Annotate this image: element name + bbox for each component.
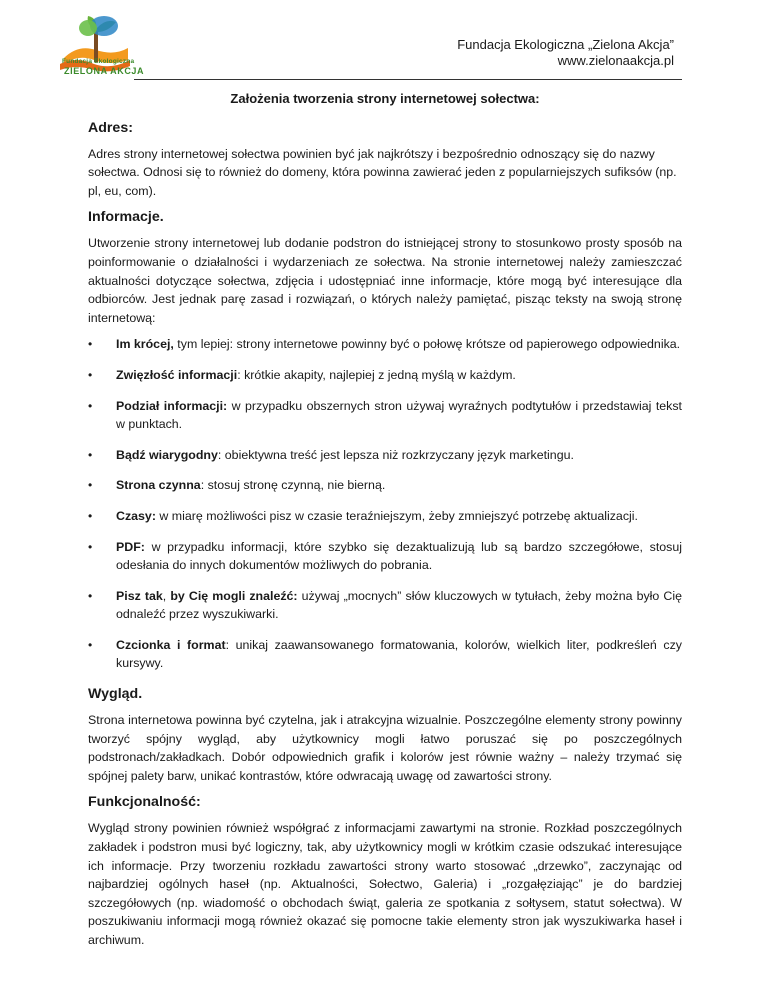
section-paragraph-adres: Adres strony internetowej sołectwa powinien być jak najkrótszy i bezpośrednio odnoszący się do nazwy sołectwa. Odnosi się to również do domeny, która powinna zawierać jeden z popularniejszych sufiksów (np. pl, eu, com). [88, 146, 677, 198]
list-item: • Strona czynna: stosuj stronę czynną, nie bierną. [88, 476, 682, 495]
header-contact [457, 37, 674, 69]
section-paragraph-informacje: Utworzenie strony internetowej lub dodanie podstron do istniejącej strony to stosunkowo prosty sposób na poinformowanie o działalności i wydarzeniach ze sołectwa. Na stronie internetowej należy zamieszczać aktualności dotyczące sołectwa, zdjęcia i udostępniać inne informacje, które mogą być interesujące dla odbiorców. Jest jednak parę zasad i rozwiązań, o których należy pamiętać, pisząc teksty na swoją stronę internetową: [88, 236, 682, 325]
organization-name: Fundacja Ekologiczna „Zielona Akcja” [457, 37, 674, 52]
logo-caption-line1: Fundacja Ekologiczna [62, 58, 135, 65]
bullet-icon: • [88, 539, 93, 554]
list-item: • Czasy: w miarę możliwości pisz w czasie teraźniejszym, żeby zmniejszyć potrzebę aktualizacji. [88, 507, 682, 526]
list-item: • Zwięzłość informacji: krótkie akapity, najlepiej z jedną myślą w każdym. [88, 366, 682, 385]
section-heading-wyglad: Wygląd. [88, 686, 143, 703]
bullet-icon: • [88, 447, 93, 462]
section-heading-adres: Adres: [88, 119, 133, 136]
section-paragraph-funkcjonalnosc: Wygląd strony powinien również współgrać z informacjami zawartymi na stronie. Rozkład poszczególnych zakładek i podstron musi być logiczny, tak, aby użytkownicy mogli w krótkim czasie odszukać interesujące ich informacje. Przy tworzeniu rozkładu zawartości strony warto stosować „drzewko”, zaczynając od najbardziej ogólnych haseł (np. Aktualności, Sołectwo, Galeria) i „rozgałęziając” je do bardziej szczegółowych (np. wiadomość o obchodach świąt, galeria ze spotkania z sołtysem, statut sołectwa). W poszukiwaniu informacji mogą również okazać się pomocne takie elementy stron jak wyszukiwarka haseł i archiwum. [88, 821, 682, 947]
bullet-icon: • [88, 508, 93, 523]
logo-caption-line2: ZIELONA AKCJA [64, 66, 145, 76]
list-item: • PDF: w przypadku informacji, które szybko się dezaktualizują lub są bardzo szczegółowe, stosuj odesłania do innych dokumentów możliwych do pobrania. [88, 539, 682, 573]
tips-list [88, 335, 682, 673]
list-item: • Czcionka i format: unikaj zaawansowanego formatowania, kolorów, wielkich liter, podkreśleń czy kursywy. [88, 637, 682, 671]
list-item: • Podział informacji: w przypadku obszernych stron używaj wyraźnych podtytułów i przedstawiaj tekst w punktach. [88, 398, 682, 432]
document-body [88, 90, 682, 958]
list-item: • Bądź wiarygodny: obiektywna treść jest lepsza niż rozkrzyczany język marketingu. [88, 446, 682, 465]
bullet-icon: • [88, 478, 93, 493]
section-heading-informacje: Informacje. [88, 209, 164, 226]
bullet-icon: • [88, 337, 93, 352]
bullet-icon: • [88, 588, 93, 603]
header-divider [134, 79, 682, 80]
document-title: Założenia tworzenia strony internetowej sołectwa: [230, 91, 540, 106]
list-item: • Im krócej, tym lepiej: strony internetowe powinny być o połowę krótsze od papierowego odpowiednika. [88, 335, 682, 354]
bullet-icon: • [88, 637, 93, 652]
bullet-icon: • [88, 398, 93, 413]
bullet-icon: • [88, 367, 93, 382]
section-paragraph-wyglad: Strona internetowa powinna być czytelna, jak i atrakcyjna wizualnie. Poszczególne elementy strony powinny tworzyć spójny wygląd, aby użytkownicy mogli łatwo poruszać się po poszczególnych podstronach/zakładkach. Dobór odpowiednich grafik i kolorów jest równie ważny – należy trzymać się spójnej palety barw, unikać kontrastów, które odwracają uwagę od zawartości strony. [88, 713, 682, 783]
website-url: www.zielonaakcja.pl [557, 53, 674, 68]
list-item: • Pisz tak, by Cię mogli znaleźć: używaj „mocnych” słów kluczowych w tytułach, żeby można było Cię odnaleźć przez wyszukiwarki. [88, 588, 682, 622]
section-heading-funkcjonalnosc: Funkcjonalność: [88, 794, 201, 811]
